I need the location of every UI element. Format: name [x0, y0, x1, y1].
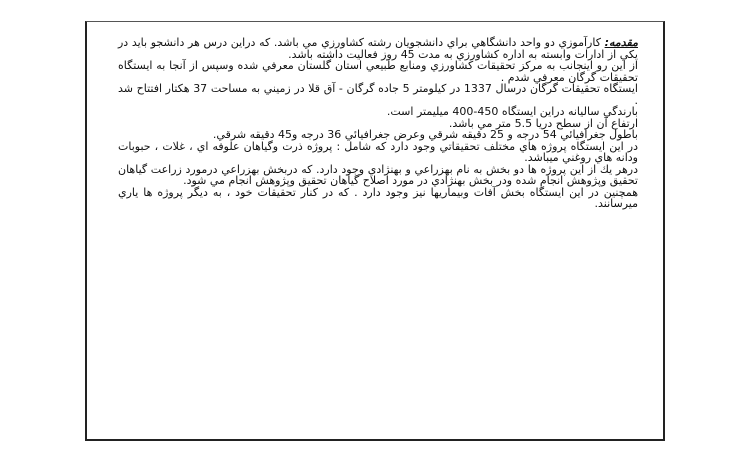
- paragraph: ارتفاع آن از سطح دريا 5.5 متر مي باشد.: [448, 116, 638, 130]
- paragraph-text: كارآموزي دو واحد دانشگاهي براي دانشجويان رشته كشاورزي مي باشد. كه دراين درس هر دانشجو بايد در يكي از ادارات وابسته به اداره كشاورزي به مدت 45 روز فعاليت داشته باشد.: [118, 36, 638, 61]
- paragraph: همچنين در اين ايستگاه بخش آفات وبيماريها نيز وجود دارد . كه در كنار تحقيقات خود ، به ديگر پروژه ها ياري ميرسانند.: [118, 185, 638, 210]
- paragraph: از اين رو اينجانب به مركز تحقيقات كشاورزي ومنابع طبيعي استان گلستان معرفي شده وسپس از آنجا به ايستگاه تحقيقات گرگان معرفي شدم .: [118, 59, 638, 84]
- section-heading: مقدمه:: [604, 36, 638, 49]
- intro-paragraph: [118, 37, 638, 60]
- paragraph: درهر يك از اين پروژه ها دو بخش به نام بهزراعي و بهنژادي وجود دارد. كه دربخش بهزراعي درمورد زراعت گياهان تحقيق وپژوهش انجام شده ودر بخش بهنژادي در مورد اصلاح گياهان تحقيق وپژوهش انجام مي شود.: [118, 162, 638, 187]
- paragraph: باطول جغرافيائي 54 درجه و 25 دقيقه شرقي وعرض جغرافيائي 36 درجه و45 دقيقه شرقي.: [212, 128, 638, 141]
- paragraph: ايستگاه تحقيقات گرگان درسال 1337 در كيلومتر 5 جاده گرگان - آق قلا در زميني به مساحت 37 هكتار افتتاح شد .: [118, 82, 638, 107]
- paragraph: بارندگي ساليانه دراين ايستگاه 450-400 ميليمتر است.: [386, 105, 638, 118]
- document-body: [118, 37, 638, 210]
- paragraph: در اين ايستگاه پروژه هاي مختلف تحقيقاتي وجود دارد كه شامل : پروژه ذرت وگياهان علوفه اي ، غلات ، حبوبات ودانه هاي روغني ميباشد.: [118, 139, 638, 164]
